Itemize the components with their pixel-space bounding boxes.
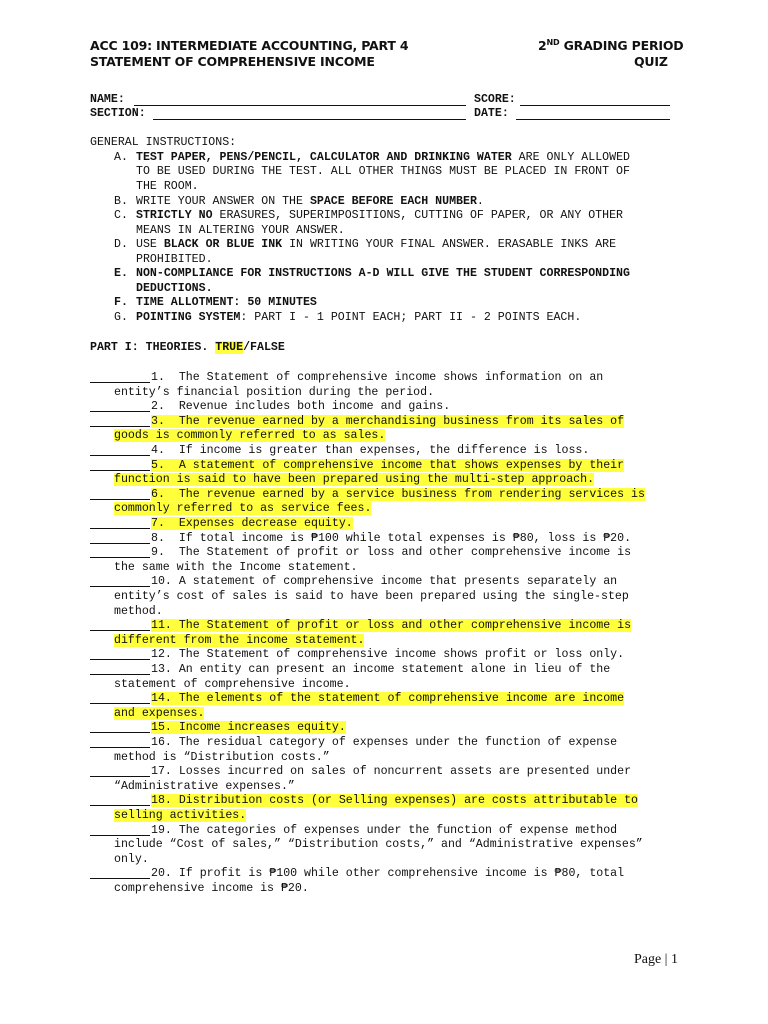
grading-period	[538, 38, 683, 54]
question-text-continued: goods is commonly referred to as sales.	[114, 429, 386, 443]
answer-blank[interactable]	[90, 835, 150, 836]
question-text-continued: only.	[114, 852, 149, 866]
part1-heading-true: TRUE	[215, 341, 244, 354]
instruction-e-line2: DEDUCTIONS.	[136, 282, 213, 295]
question-text-continued: comprehensive income is ₱20.	[114, 882, 309, 895]
question-text: 5. A statement of comprehensive income that shows expenses by their	[151, 458, 625, 472]
question-text: 14. The elements of the statement of comprehensive income are income	[151, 692, 625, 706]
instruction-d-letter: D.	[114, 238, 128, 251]
instruction-g-bold: POINTING SYSTEM	[136, 311, 241, 324]
question-text-continued: entity’s financial position during the period.	[114, 385, 435, 399]
instruction-d-line2: PROHIBITED.	[136, 253, 213, 266]
score-field[interactable]	[520, 105, 670, 106]
instruction-f-letter: F.	[114, 296, 128, 309]
instruction-d	[136, 238, 616, 253]
instruction-b-letter: B.	[114, 195, 128, 208]
answer-blank[interactable]	[90, 543, 150, 544]
answer-blank[interactable]	[90, 878, 150, 879]
question-text: 13. An entity can present an income statement alone in lieu of the	[151, 663, 611, 676]
question-text: 3. The revenue earned by a merchandising business from its sales of	[151, 414, 625, 428]
question-text-continued: statement of comprehensive income.	[114, 677, 351, 691]
page-number: Page | 1	[633, 952, 678, 967]
period-superscript: ND	[546, 38, 560, 47]
answer-blank[interactable]	[90, 382, 150, 383]
instruction-b	[136, 195, 484, 210]
question-text: 11. The Statement of profit or loss and other comprehensive income is	[151, 619, 632, 633]
name-label: NAME:	[90, 93, 125, 106]
instruction-b-post: .	[476, 195, 484, 208]
question-text: 2. Revenue includes both income and gains.	[151, 400, 451, 414]
instruction-g-rest: : PART I - 1 POINT EACH; PART II - 2 POINTS EACH.	[240, 311, 582, 324]
answer-blank[interactable]	[90, 747, 150, 748]
instruction-d-bold: BLACK OR BLUE INK	[163, 238, 283, 251]
question-text-continued: method.	[114, 604, 163, 618]
answer-blank[interactable]	[90, 630, 150, 631]
answer-blank[interactable]	[90, 586, 150, 587]
answer-blank[interactable]	[90, 557, 150, 558]
date-field[interactable]	[516, 119, 670, 120]
instruction-e-letter: E.	[114, 267, 128, 280]
question-text: 9. The Statement of profit or loss and other comprehensive income is	[151, 546, 632, 560]
instruction-a-line3: THE ROOM.	[136, 180, 199, 193]
question-text: 8. If total income is ₱100 while total expenses is ₱80, loss is ₱20.	[151, 531, 632, 545]
answer-blank[interactable]	[90, 470, 150, 471]
question-text: 12. The Statement of comprehensive income shows profit or loss only.	[151, 648, 625, 662]
question-text: 7. Expenses decrease equity.	[151, 517, 353, 530]
part1-heading-pre: PART I: THEORIES.	[90, 341, 216, 354]
instruction-e: NON-COMPLIANCE FOR INSTRUCTIONS A-D WILL GIVE THE STUDENT CORRESPONDING	[136, 267, 630, 280]
instruction-g-letter: G.	[114, 311, 128, 324]
question-text: 1. The Statement of comprehensive income shows information on an	[151, 371, 604, 384]
instruction-a-bold: TEST PAPER, PENS/PENCIL, CALCULATOR AND DRINKING WATER	[136, 151, 512, 164]
question-text: 4. If income is greater than expenses, the difference is loss.	[151, 444, 590, 457]
question-text-continued: function is said to have been prepared using the multi-step approach.	[114, 473, 595, 487]
answer-blank[interactable]	[90, 499, 150, 500]
name-field[interactable]	[134, 105, 466, 106]
answer-blank[interactable]	[90, 732, 150, 733]
instruction-f: TIME ALLOTMENT: 50 MINUTES	[136, 296, 317, 309]
question-text-continued: “Administrative expenses.”	[114, 779, 295, 793]
course-title: ACC 109: INTERMEDIATE ACCOUNTING, PART 4	[90, 38, 409, 53]
answer-blank[interactable]	[90, 659, 150, 660]
question-text: 20. If profit is ₱100 while other comprehensive income is ₱80, total	[151, 867, 625, 881]
answer-blank[interactable]	[90, 805, 150, 806]
score-label: SCORE:	[474, 93, 516, 106]
instruction-d-pre: USE	[136, 238, 164, 251]
question-text-continued: commonly referred to as service fees.	[114, 502, 372, 516]
instruction-a-letter: A.	[114, 151, 128, 164]
quiz-label: QUIZ	[634, 54, 668, 69]
date-label: DATE:	[474, 107, 509, 120]
question-text: 18. Distribution costs (or Selling expenses) are costs attributable to	[151, 794, 639, 808]
question-text-continued: selling activities.	[114, 809, 247, 822]
instruction-d-rest: IN WRITING YOUR FINAL ANSWER. ERASABLE INKS ARE	[282, 238, 617, 251]
instruction-c-rest: ERASURES, SUPERIMPOSITIONS, CUTTING OF PAPER, OR ANY OTHER	[212, 209, 624, 222]
question-text: 16. The residual category of expenses under the function of expense	[151, 736, 618, 749]
question-text-continued: method is “Distribution costs.”	[114, 750, 330, 764]
question-text: 19. The categories of expenses under the function of expense method	[151, 823, 618, 837]
instruction-a-line2: TO BE USED DURING THE TEST. ALL OTHER THINGS MUST BE PLACED IN FRONT OF	[136, 165, 630, 178]
answer-blank[interactable]	[90, 776, 150, 777]
instructions-title: GENERAL INSTRUCTIONS:	[90, 136, 237, 149]
section-label: SECTION:	[90, 107, 146, 120]
instruction-c-line2: MEANS IN ALTERING YOUR ANSWER.	[136, 224, 345, 237]
instruction-a	[136, 151, 630, 166]
answer-blank[interactable]	[90, 411, 150, 412]
question-text-continued: and expenses.	[114, 706, 205, 720]
period-number: 2	[538, 38, 547, 53]
instruction-a-rest: ARE ONLY ALLOWED	[511, 151, 630, 164]
answer-blank[interactable]	[90, 455, 150, 456]
question-text: 6. The revenue earned by a service business from rendering services is	[151, 487, 645, 501]
answer-blank[interactable]	[90, 703, 150, 704]
part1-heading	[90, 341, 285, 356]
question-text-continued: entity’s cost of sales is said to have been prepared using the single-step	[114, 590, 629, 603]
instruction-b-bold: SPACE BEFORE EACH NUMBER	[309, 195, 477, 208]
section-field[interactable]	[153, 119, 466, 120]
question-text-continued: the same with the Income statement.	[114, 560, 358, 574]
topic-title: STATEMENT OF COMPREHENSIVE INCOME	[90, 54, 375, 69]
instruction-c	[136, 209, 623, 224]
question-text-continued: include “Cost of sales,” “Distribution costs,” and “Administrative expenses”	[114, 838, 643, 852]
instruction-g	[136, 311, 581, 326]
instruction-c-bold: STRICTLY NO	[136, 209, 213, 222]
question-text: 10. A statement of comprehensive income that presents separately an	[151, 575, 618, 589]
answer-blank[interactable]	[90, 674, 150, 675]
question-text: 17. Losses incurred on sales of noncurrent assets are presented under	[151, 765, 632, 779]
answer-blank[interactable]	[90, 528, 150, 529]
instruction-b-pre: WRITE YOUR ANSWER ON THE	[136, 195, 310, 208]
part1-heading-post: /FALSE	[243, 341, 285, 354]
question-text: 15. Income increases equity.	[151, 721, 346, 735]
answer-blank[interactable]	[90, 426, 150, 427]
period-text: GRADING PERIOD	[559, 38, 684, 53]
instruction-c-letter: C.	[114, 209, 128, 222]
question-text-continued: different from the income statement.	[114, 633, 365, 647]
